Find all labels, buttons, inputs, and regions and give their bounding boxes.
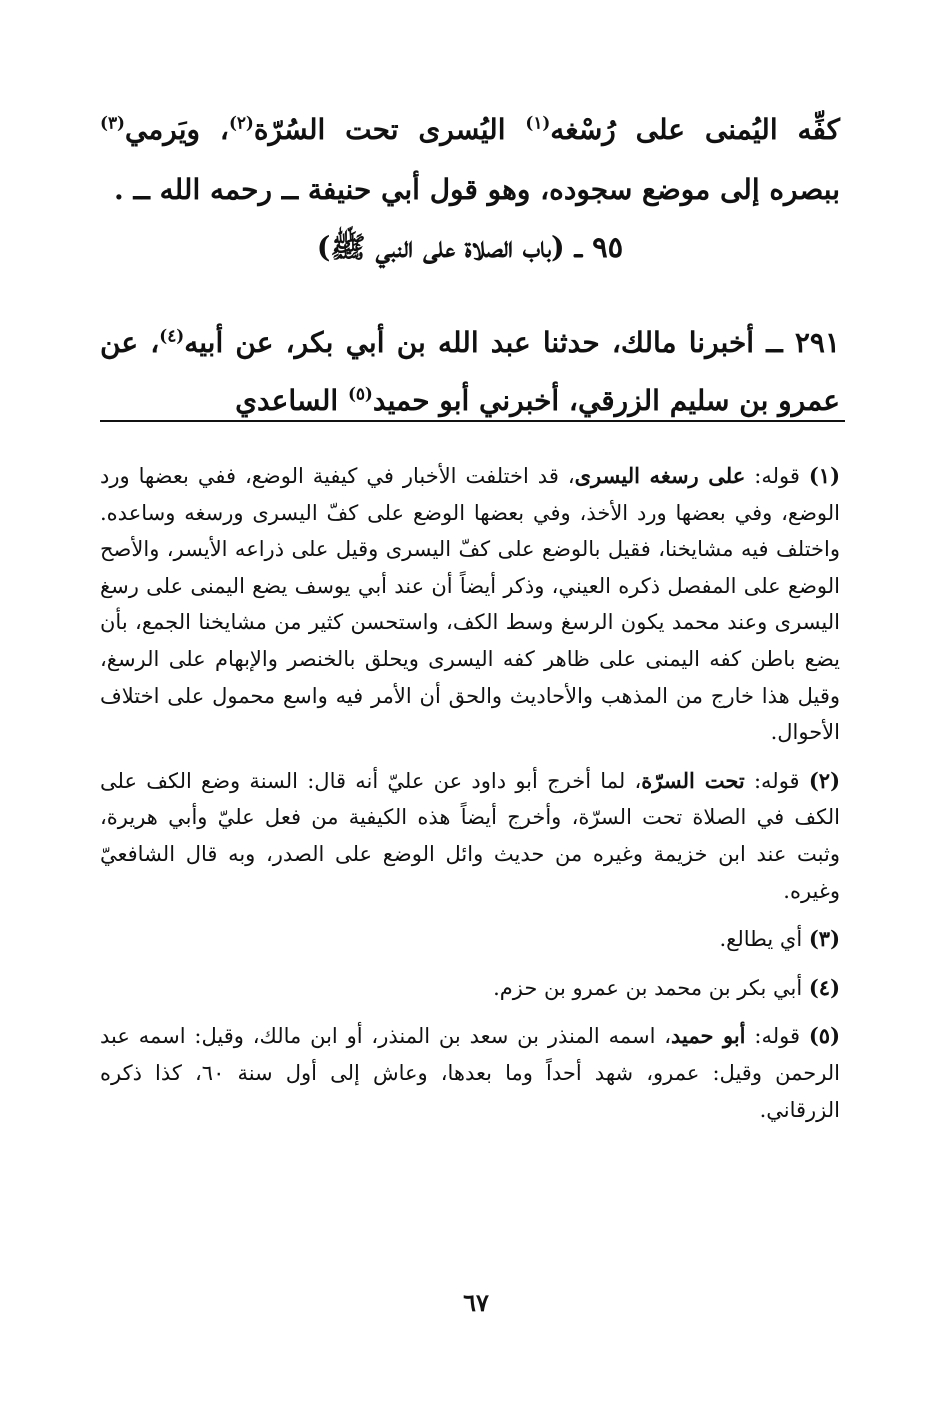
footnote-text: أبي بكر بن محمد بن عمرو بن حزم. xyxy=(493,975,803,1000)
footnote-ref[interactable]: (٥) xyxy=(347,383,373,404)
footnote-prefix: قوله: xyxy=(744,768,800,793)
hadith-segment: ٢٩١ ــ أخبرنا مالك، حدثنا عبد الله بن أبي بكر، عن أبيه xyxy=(184,326,840,359)
main-text xyxy=(100,100,840,220)
main-text-segment: اليُسرى تحت السُرّة xyxy=(253,113,526,146)
footnote-lemma: تحت السرّة xyxy=(641,767,745,793)
footnote-ref[interactable]: (٢) xyxy=(228,112,254,133)
footnote xyxy=(100,458,840,751)
page-number: ٦٧ xyxy=(463,1288,489,1317)
footnote-marker: (٢) xyxy=(808,767,841,793)
footnote-ref[interactable]: (١) xyxy=(525,112,551,133)
footnote-prefix: قوله: xyxy=(745,1024,800,1049)
footnote xyxy=(100,1018,840,1128)
footnote-text: ، لما أخرج أبو داود عن عليّ أنه قال: السنة وضع الكف على الكف في الصلاة تحت السرّة، وأخرج أيضاً هذه الكيفية من فعل عليّ وأبي هريرة، وثبت عند ابن خزيمة وغيره من حديث وائل الوضع على الصدر، وبه قال الشافعيّ وغيره. xyxy=(100,768,840,903)
main-text-segment: ، ويَرمي xyxy=(124,113,229,146)
footnote-divider xyxy=(100,420,845,422)
footnote-ref[interactable]: (٣) xyxy=(100,112,125,133)
footnote-lemma: على رسغه اليسرى xyxy=(574,463,746,488)
footnotes xyxy=(100,458,840,1140)
footnote-marker: (١) xyxy=(808,463,841,488)
hadith-paragraph xyxy=(100,314,840,430)
main-paragraph xyxy=(100,100,840,220)
footnote xyxy=(100,921,840,958)
footnote-text: ، اسمه المنذر بن سعد بن المنذر، أو ابن مالك، وقيل: اسمه عبد الرحمن وقيل: عمرو، شهد أحداً وما بعدها، وعاش إلى أول سنة ٦٠، كذا ذكره الزرقاني. xyxy=(100,1024,841,1122)
footnote-marker: (٤) xyxy=(808,974,840,1000)
footnote-ref[interactable]: (٤) xyxy=(159,325,185,346)
footnote-text: أي يطالع. xyxy=(719,927,803,952)
chapter-heading: ٩٥ ــ (باب الصلاة على النبي ﷺ) xyxy=(316,230,624,264)
hadith-segment: الساعدي xyxy=(235,384,348,417)
footnote-text: ، قد اختلفت الأخبار في كيفية الوضع، ففي بعضها ورد الوضع، وفي بعضها ورد الأخذ، وفي بعضها الوضع على كفّ اليسرى ورسغه وساعده. واختلف فيه مشايخنا، فقيل بالوضع على كفّ اليسرى وقيل على ذراعه الأيسر، والأصح الوضع على المفصل ذكره العيني، وذكر أيضاً أن عند أبي يوسف يضع اليمنى على رسغ اليسرى وعند محمد يكون الرسغ وسط الكف، واستحسن كثير من مشايخنا الجمع، بأن يضع باطن كفه اليمنى على ظاهر كفه اليسرى ويحلق بالخنصر والإبهام على الرسغ، وقيل هذا خارج من المذهب والأحاديث والحق أن الأمر فيه واسع محمول على اختلاف الأحوال. xyxy=(100,464,840,745)
footnote xyxy=(100,970,840,1007)
main-text-segment: ببصره إلى موضع سجوده، وهو قول أبي حنيفة ــ رحمه الله ــ . xyxy=(113,173,840,206)
hadith-text xyxy=(100,286,840,458)
footnote-marker: (٥) xyxy=(808,1023,840,1049)
footnote-prefix: قوله: xyxy=(745,464,800,488)
footnote-lemma: أبو حميد xyxy=(671,1023,746,1049)
hadith-segment: ، عن عمرو بن سليم الزرقي، أخبرني أبو حميد xyxy=(100,326,840,417)
footnote xyxy=(100,763,840,909)
main-text-segment: كفِّه اليُمنى على رُسْغه xyxy=(550,113,840,146)
footnote-marker: (٣) xyxy=(808,926,840,952)
